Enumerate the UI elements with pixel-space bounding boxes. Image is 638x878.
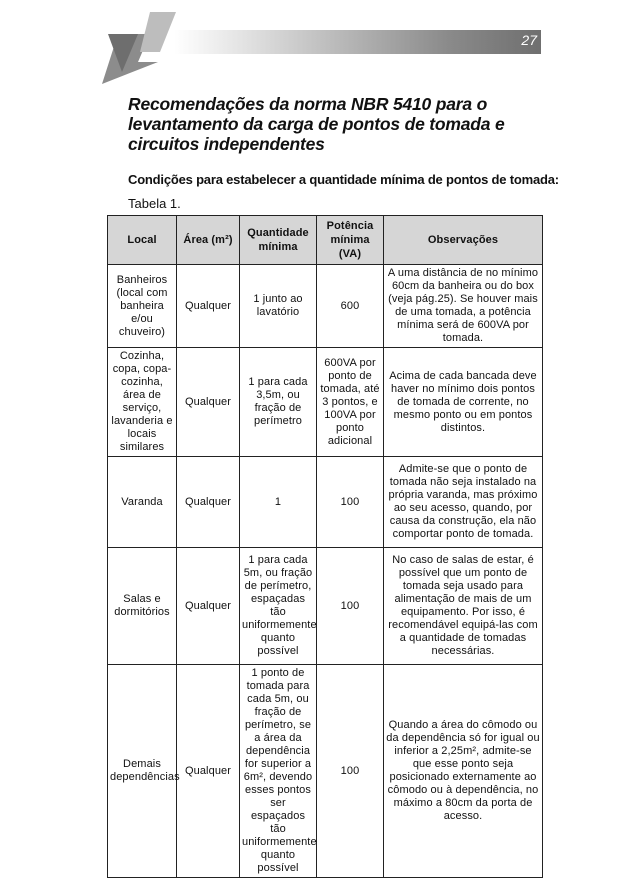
cell-local: Salas e dormitórios [108, 548, 177, 665]
cell-notes: No caso de salas de estar, é possível que um ponto de tomada seja usado para alimentação de mais de um equipamento. Por isso, é recomendável equipá-las com a quantidade de tomadas necessárias. [384, 548, 543, 665]
cell-power: 600 [317, 265, 384, 348]
cell-notes: Admite-se que o ponto de tomada não seja instalado na própria varanda, mas próximo ao seu acesso, quando, por causa da construção, ela não comportar ponto de tomada. [384, 457, 543, 548]
header-area: Área (m²) [177, 216, 240, 265]
outlet-requirements-table [107, 215, 543, 878]
cell-local: Varanda [108, 457, 177, 548]
header-notes: Observações [384, 216, 543, 265]
section-subtitle: Condições para estabelecer a quantidade mínima de pontos de tomada: [128, 172, 559, 187]
table-row [108, 548, 543, 665]
cell-area: Qualquer [177, 348, 240, 457]
cell-power: 100 [317, 665, 384, 878]
cell-area: Qualquer [177, 665, 240, 878]
cell-power: 600VA por ponto de tomada, até 3 pontos, e 100VA por ponto adicional [317, 348, 384, 457]
cell-local: Demais dependências [108, 665, 177, 878]
page-number: 27 [521, 32, 537, 48]
table-row [108, 457, 543, 548]
table-caption: Tabela 1. [128, 196, 181, 211]
cell-quantity: 1 para cada 3,5m, ou fração de perímetro [240, 348, 317, 457]
cell-area: Qualquer [177, 457, 240, 548]
cell-notes: A uma distância de no mínimo 60cm da banheira ou do box (veja pág.25). Se houver mais de uma tomada, a potência mínima será de 600VA por tomada. [384, 265, 543, 348]
table-row [108, 265, 543, 348]
cell-local: Cozinha, copa, copa-cozinha, área de serviço, lavanderia e locais similares [108, 348, 177, 457]
table-row [108, 348, 543, 457]
cell-power: 100 [317, 457, 384, 548]
header-quantity: Quantidade mínima [240, 216, 317, 265]
cell-area: Qualquer [177, 265, 240, 348]
header-power: Potência mínima (VA) [317, 216, 384, 265]
cell-local: Banheiros (local com banheira e/ou chuveiro) [108, 265, 177, 348]
table-header-row [108, 216, 543, 265]
cell-quantity: 1 [240, 457, 317, 548]
cell-notes: Quando a área do cômodo ou da dependência só for igual ou inferior a 2,25m², admite-se que esse ponto seja posicionado externamente ao cômodo ou à dependência, no máximo a 80cm da porta de acesso. [384, 665, 543, 878]
cell-quantity: 1 para cada 5m, ou fração de perímetro, espaçadas tão uniformemente quanto possível [240, 548, 317, 665]
cell-notes: Acima de cada bancada deve haver no mínimo dois pontos de tomada de corrente, no mesmo ponto ou em pontos distintos. [384, 348, 543, 457]
header-band [174, 30, 541, 54]
publisher-logo [0, 0, 200, 90]
cell-quantity: 1 ponto de tomada para cada 5m, ou fração de perímetro, se a área da dependência for superior a 6m², devendo esses pontos ser espaçados tão uniformemente quanto possível [240, 665, 317, 878]
header-local: Local [108, 216, 177, 265]
table-row [108, 665, 543, 878]
cell-power: 100 [317, 548, 384, 665]
cell-area: Qualquer [177, 548, 240, 665]
page-title: Recomendações da norma NBR 5410 para o levantamento da carga de pontos de tomada e circuitos independentes [128, 94, 505, 154]
cell-quantity: 1 junto ao lavatório [240, 265, 317, 348]
